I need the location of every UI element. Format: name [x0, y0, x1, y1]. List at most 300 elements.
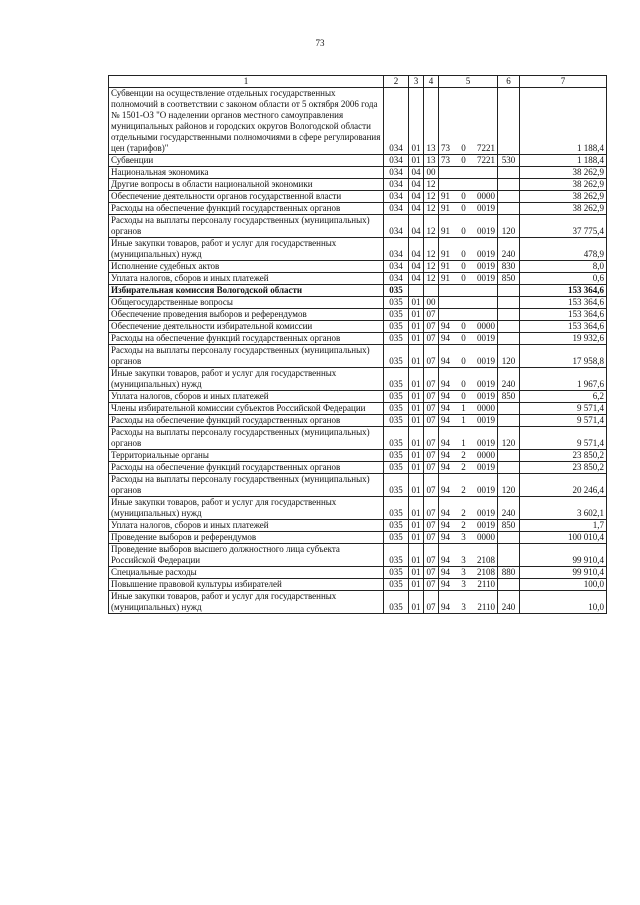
row-subsection: 07	[424, 415, 439, 427]
target-code-part: 91	[441, 191, 450, 201]
row-gv: 035	[384, 544, 409, 567]
row-expense-type	[498, 532, 520, 544]
row-amount: 3 602,1	[520, 497, 607, 520]
target-code-part: 0	[461, 321, 466, 331]
table-row	[109, 497, 607, 520]
row-gv: 035	[384, 403, 409, 415]
header-col-3: 3	[409, 76, 424, 88]
row-gv: 035	[384, 567, 409, 579]
row-section: 01	[409, 579, 424, 591]
row-amount: 38 262,9	[520, 167, 607, 179]
table-row	[109, 532, 607, 544]
target-code-part: 0019	[477, 261, 495, 271]
table-row	[109, 285, 607, 297]
table-row	[109, 261, 607, 273]
row-target-code	[439, 497, 498, 520]
row-name: Расходы на обеспечение функций государственных органов	[109, 415, 384, 427]
row-gv: 035	[384, 333, 409, 345]
row-expense-type: 850	[498, 273, 520, 285]
row-subsection: 00	[424, 167, 439, 179]
row-gv: 034	[384, 203, 409, 215]
table-row	[109, 427, 607, 450]
row-target-code	[439, 333, 498, 345]
target-code-part: 3	[461, 579, 466, 589]
row-target-code	[439, 520, 498, 532]
row-expense-type: 850	[498, 520, 520, 532]
row-amount: 1 188,4	[520, 88, 607, 155]
row-section: 01	[409, 427, 424, 450]
row-name: Специальные расходы	[109, 567, 384, 579]
target-code-part: 91	[441, 203, 450, 213]
row-section: 01	[409, 88, 424, 155]
row-subsection: 07	[424, 532, 439, 544]
target-code-part: 0019	[477, 333, 495, 343]
table-row	[109, 238, 607, 261]
row-subsection: 07	[424, 368, 439, 391]
target-code-part: 94	[441, 520, 450, 530]
table-row	[109, 155, 607, 167]
row-amount: 23 850,2	[520, 450, 607, 462]
target-code-part: 0019	[477, 508, 495, 518]
target-code-part: 0	[461, 356, 466, 366]
row-gv: 035	[384, 391, 409, 403]
row-target-code	[439, 321, 498, 333]
row-expense-type: 120	[498, 215, 520, 238]
header-col-6: 6	[498, 76, 520, 88]
row-target-code	[439, 368, 498, 391]
row-amount: 99 910,4	[520, 567, 607, 579]
row-name: Расходы на обеспечение функций государственных органов	[109, 462, 384, 474]
target-code-part: 2108	[477, 555, 495, 565]
row-name: Члены избирательной комиссии субъектов Российской Федерации	[109, 403, 384, 415]
row-section: 04	[409, 191, 424, 203]
row-gv: 034	[384, 273, 409, 285]
row-expense-type	[498, 191, 520, 203]
row-subsection: 13	[424, 155, 439, 167]
row-expense-type	[498, 579, 520, 591]
row-gv: 035	[384, 474, 409, 497]
target-code-part: 0019	[477, 520, 495, 530]
row-section: 04	[409, 203, 424, 215]
row-subsection: 12	[424, 273, 439, 285]
row-expense-type	[498, 450, 520, 462]
row-amount: 9 571,4	[520, 427, 607, 450]
table-row	[109, 297, 607, 309]
table-header-row	[109, 76, 607, 88]
budget-table	[108, 75, 607, 614]
target-code-part: 91	[441, 273, 450, 283]
row-target-code	[439, 261, 498, 273]
row-section: 01	[409, 309, 424, 321]
row-gv: 035	[384, 497, 409, 520]
row-section: 01	[409, 497, 424, 520]
row-amount: 99 910,4	[520, 544, 607, 567]
table-row	[109, 544, 607, 567]
row-name: Уплата налогов, сборов и иных платежей	[109, 391, 384, 403]
row-name: Обеспечение деятельности избирательной комиссии	[109, 321, 384, 333]
target-code-part: 0000	[477, 532, 495, 542]
target-code-part: 0	[461, 249, 466, 259]
row-gv: 034	[384, 261, 409, 273]
row-target-code	[439, 474, 498, 497]
row-amount: 23 850,2	[520, 462, 607, 474]
row-gv: 035	[384, 450, 409, 462]
row-expense-type: 240	[498, 238, 520, 261]
row-target-code	[439, 203, 498, 215]
row-amount: 153 364,6	[520, 321, 607, 333]
row-section: 01	[409, 403, 424, 415]
target-code-part: 0	[461, 203, 466, 213]
table-row	[109, 321, 607, 333]
row-name: Уплата налогов, сборов и иных платежей	[109, 520, 384, 532]
table-row	[109, 309, 607, 321]
row-section: 01	[409, 321, 424, 333]
row-gv: 034	[384, 167, 409, 179]
row-target-code	[439, 532, 498, 544]
target-code-part: 0	[461, 143, 466, 153]
target-code-part: 0000	[477, 321, 495, 331]
row-subsection: 07	[424, 391, 439, 403]
row-target-code	[439, 191, 498, 203]
row-section: 01	[409, 544, 424, 567]
target-code-part: 91	[441, 249, 450, 259]
row-subsection: 12	[424, 191, 439, 203]
row-section: 04	[409, 261, 424, 273]
row-subsection: 12	[424, 261, 439, 273]
target-code-part: 0	[461, 379, 466, 389]
table-row	[109, 579, 607, 591]
row-gv: 035	[384, 520, 409, 532]
row-subsection: 07	[424, 544, 439, 567]
table-row	[109, 179, 607, 191]
target-code-part: 73	[441, 143, 450, 153]
row-amount: 153 364,6	[520, 285, 607, 297]
table-row	[109, 368, 607, 391]
row-target-code	[439, 297, 498, 309]
target-code-part: 2108	[477, 567, 495, 577]
target-code-part: 94	[441, 379, 450, 389]
row-gv: 035	[384, 591, 409, 614]
header-col-1: 1	[109, 76, 384, 88]
target-code-part: 2110	[477, 579, 495, 589]
target-code-part: 0019	[477, 462, 495, 472]
table-row	[109, 403, 607, 415]
row-section: 01	[409, 368, 424, 391]
target-code-part: 3	[461, 602, 466, 612]
table-row	[109, 520, 607, 532]
row-section: 01	[409, 297, 424, 309]
row-subsection: 07	[424, 321, 439, 333]
row-name: Расходы на выплаты персоналу государственных (муниципальных) органов	[109, 345, 384, 368]
row-amount: 17 958,8	[520, 345, 607, 368]
row-gv: 035	[384, 321, 409, 333]
row-name: Национальная экономика	[109, 167, 384, 179]
row-target-code	[439, 309, 498, 321]
row-target-code	[439, 215, 498, 238]
row-amount: 100,0	[520, 579, 607, 591]
table-row	[109, 273, 607, 285]
row-subsection: 12	[424, 215, 439, 238]
row-gv: 034	[384, 238, 409, 261]
target-code-part: 3	[461, 567, 466, 577]
row-gv: 034	[384, 215, 409, 238]
row-target-code	[439, 285, 498, 297]
row-target-code	[439, 167, 498, 179]
target-code-part: 2	[461, 520, 466, 530]
row-gv: 035	[384, 532, 409, 544]
row-target-code	[439, 345, 498, 368]
row-target-code	[439, 427, 498, 450]
row-name: Повышение правовой культуры избирателей	[109, 579, 384, 591]
table-row	[109, 415, 607, 427]
table-row	[109, 450, 607, 462]
row-gv: 034	[384, 179, 409, 191]
row-expense-type: 880	[498, 567, 520, 579]
header-col-5: 5	[439, 76, 498, 88]
row-amount: 38 262,9	[520, 203, 607, 215]
row-subsection: 07	[424, 403, 439, 415]
row-expense-type	[498, 167, 520, 179]
row-section: 04	[409, 238, 424, 261]
row-subsection: 07	[424, 497, 439, 520]
target-code-part: 94	[441, 579, 450, 589]
target-code-part: 94	[441, 403, 450, 413]
row-expense-type: 240	[498, 591, 520, 614]
target-code-part: 0019	[477, 203, 495, 213]
row-expense-type	[498, 297, 520, 309]
target-code-part: 1	[461, 415, 466, 425]
row-name: Территориальные органы	[109, 450, 384, 462]
row-expense-type: 530	[498, 155, 520, 167]
row-expense-type: 120	[498, 427, 520, 450]
target-code-part: 7221	[477, 155, 495, 165]
target-code-part: 0019	[477, 273, 495, 283]
target-code-part: 0000	[477, 191, 495, 201]
row-gv: 034	[384, 191, 409, 203]
row-section: 04	[409, 273, 424, 285]
target-code-part: 1	[461, 403, 466, 413]
row-subsection: 07	[424, 450, 439, 462]
row-section: 01	[409, 415, 424, 427]
target-code-part: 0	[461, 226, 466, 236]
row-amount: 37 775,4	[520, 215, 607, 238]
row-target-code	[439, 591, 498, 614]
row-subsection: 00	[424, 297, 439, 309]
target-code-part: 0	[461, 261, 466, 271]
row-expense-type	[498, 462, 520, 474]
row-gv: 034	[384, 155, 409, 167]
row-section: 04	[409, 179, 424, 191]
row-name: Расходы на выплаты персоналу государственных (муниципальных) органов	[109, 215, 384, 238]
table-row	[109, 88, 607, 155]
row-amount: 38 262,9	[520, 191, 607, 203]
row-name: Иные закупки товаров, работ и услуг для государственных (муниципальных) нужд	[109, 591, 384, 614]
table-row	[109, 333, 607, 345]
row-name: Расходы на обеспечение функций государственных органов	[109, 333, 384, 345]
target-code-part: 2	[461, 462, 466, 472]
target-code-part: 0	[461, 191, 466, 201]
target-code-part: 94	[441, 321, 450, 331]
row-amount: 9 571,4	[520, 403, 607, 415]
target-code-part: 0019	[477, 415, 495, 425]
row-target-code	[439, 403, 498, 415]
target-code-part: 94	[441, 555, 450, 565]
target-code-part: 3	[461, 555, 466, 565]
row-target-code	[439, 450, 498, 462]
row-subsection: 07	[424, 345, 439, 368]
row-section: 01	[409, 462, 424, 474]
row-expense-type	[498, 333, 520, 345]
row-name: Уплата налогов, сборов и иных платежей	[109, 273, 384, 285]
row-gv: 035	[384, 427, 409, 450]
row-name: Расходы на выплаты персоналу государственных (муниципальных) органов	[109, 474, 384, 497]
row-subsection: 07	[424, 462, 439, 474]
target-code-part: 0019	[477, 356, 495, 366]
target-code-part: 91	[441, 226, 450, 236]
target-code-part: 94	[441, 508, 450, 518]
target-code-part: 1	[461, 438, 466, 448]
table-row	[109, 567, 607, 579]
row-name: Избирательная комиссия Вологодской области	[109, 285, 384, 297]
row-section: 01	[409, 155, 424, 167]
target-code-part: 94	[441, 485, 450, 495]
row-gv: 035	[384, 285, 409, 297]
row-amount: 1 967,6	[520, 368, 607, 391]
row-target-code	[439, 88, 498, 155]
target-code-part: 94	[441, 356, 450, 366]
row-target-code	[439, 273, 498, 285]
target-code-part: 0	[461, 273, 466, 283]
table-row	[109, 191, 607, 203]
row-section: 01	[409, 532, 424, 544]
row-section	[409, 285, 424, 297]
target-code-part: 94	[441, 450, 450, 460]
row-expense-type: 120	[498, 474, 520, 497]
row-amount: 153 364,6	[520, 309, 607, 321]
row-target-code	[439, 567, 498, 579]
target-code-part: 94	[441, 391, 450, 401]
row-amount: 1 188,4	[520, 155, 607, 167]
row-gv: 035	[384, 345, 409, 368]
row-name: Другие вопросы в области национальной экономики	[109, 179, 384, 191]
row-target-code	[439, 179, 498, 191]
row-expense-type: 850	[498, 391, 520, 403]
row-name: Расходы на обеспечение функций государственных органов	[109, 203, 384, 215]
target-code-part: 0019	[477, 226, 495, 236]
row-section: 01	[409, 591, 424, 614]
target-code-part: 2	[461, 508, 466, 518]
table-row	[109, 215, 607, 238]
row-subsection: 07	[424, 474, 439, 497]
target-code-part: 91	[441, 261, 450, 271]
table-row	[109, 462, 607, 474]
row-amount: 478,9	[520, 238, 607, 261]
row-amount: 10,0	[520, 591, 607, 614]
row-subsection: 12	[424, 179, 439, 191]
row-name: Иные закупки товаров, работ и услуг для государственных (муниципальных) нужд	[109, 497, 384, 520]
row-expense-type: 240	[498, 497, 520, 520]
row-expense-type	[498, 88, 520, 155]
table-row	[109, 203, 607, 215]
row-gv: 035	[384, 309, 409, 321]
target-code-part: 2	[461, 450, 466, 460]
row-amount: 38 262,9	[520, 179, 607, 191]
row-section: 01	[409, 345, 424, 368]
target-code-part: 7221	[477, 143, 495, 153]
row-name: Исполнение судебных актов	[109, 261, 384, 273]
row-gv: 035	[384, 368, 409, 391]
target-code-part: 94	[441, 333, 450, 343]
row-gv: 035	[384, 297, 409, 309]
row-gv: 035	[384, 415, 409, 427]
table-row	[109, 474, 607, 497]
target-code-part: 0	[461, 333, 466, 343]
row-subsection: 12	[424, 203, 439, 215]
row-name: Иные закупки товаров, работ и услуг для государственных (муниципальных) нужд	[109, 368, 384, 391]
row-subsection: 07	[424, 333, 439, 345]
row-name: Обеспечение проведения выборов и референдумов	[109, 309, 384, 321]
row-expense-type: 830	[498, 261, 520, 273]
row-amount: 0,6	[520, 273, 607, 285]
row-section: 01	[409, 567, 424, 579]
row-section: 01	[409, 520, 424, 532]
row-subsection	[424, 285, 439, 297]
row-target-code	[439, 544, 498, 567]
row-amount: 9 571,4	[520, 415, 607, 427]
row-name: Проведение выборов и референдумов	[109, 532, 384, 544]
target-code-part: 2	[461, 485, 466, 495]
table-row	[109, 167, 607, 179]
target-code-part: 94	[441, 415, 450, 425]
row-amount: 153 364,6	[520, 297, 607, 309]
row-expense-type	[498, 403, 520, 415]
row-expense-type	[498, 285, 520, 297]
target-code-part: 94	[441, 567, 450, 577]
target-code-part: 0	[461, 155, 466, 165]
row-expense-type	[498, 321, 520, 333]
row-subsection: 07	[424, 579, 439, 591]
row-name: Обеспечение деятельности органов государственной власти	[109, 191, 384, 203]
row-target-code	[439, 415, 498, 427]
row-section: 04	[409, 167, 424, 179]
row-amount: 6,2	[520, 391, 607, 403]
target-code-part: 0	[461, 391, 466, 401]
row-target-code	[439, 238, 498, 261]
row-expense-type: 240	[498, 368, 520, 391]
row-expense-type	[498, 544, 520, 567]
row-gv: 035	[384, 579, 409, 591]
row-target-code	[439, 462, 498, 474]
row-target-code	[439, 391, 498, 403]
target-code-part: 94	[441, 438, 450, 448]
row-subsection: 07	[424, 427, 439, 450]
row-expense-type: 120	[498, 345, 520, 368]
row-section: 01	[409, 450, 424, 462]
row-name: Субвенции на осуществление отдельных государственных полномочий в соответствии с законом области от 5 октября 2006 года № 1501-ОЗ "О наделении органов местного самоуправления муниципальных районов и городских округов Вологодской области отдельными государственными полномочиями в сфере регулирования цен (тарифов)"	[109, 88, 384, 155]
table-row	[109, 391, 607, 403]
target-code-part: 0019	[477, 379, 495, 389]
row-expense-type	[498, 179, 520, 191]
target-code-part: 3	[461, 532, 466, 542]
row-subsection: 07	[424, 309, 439, 321]
row-amount: 8,0	[520, 261, 607, 273]
row-subsection: 12	[424, 238, 439, 261]
target-code-part: 73	[441, 155, 450, 165]
row-section: 01	[409, 474, 424, 497]
row-subsection: 13	[424, 88, 439, 155]
row-target-code	[439, 579, 498, 591]
header-col-4: 4	[424, 76, 439, 88]
